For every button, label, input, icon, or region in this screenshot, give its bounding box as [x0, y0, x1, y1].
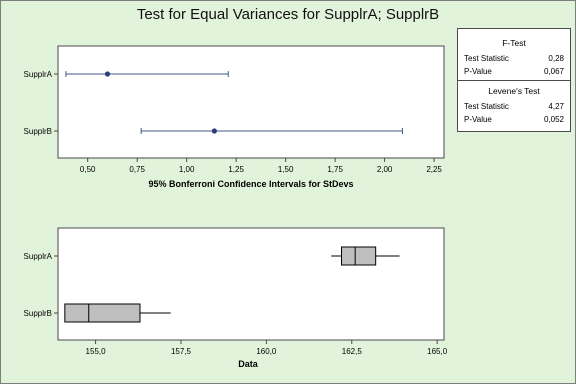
f-test-statistic-row: [464, 54, 564, 65]
box-iqr: [65, 304, 140, 322]
x-tick-label: 1,75: [327, 165, 343, 174]
ci-plot-area: [58, 46, 444, 158]
ci-point-estimate: [105, 71, 110, 76]
x-tick-label: 157,5: [170, 347, 191, 356]
levene-test-title: Levene's Test: [488, 86, 540, 96]
box-plot-area: [58, 228, 444, 340]
x-tick-label: 160,0: [256, 347, 277, 356]
lev-stat-value: 4,27: [548, 102, 564, 111]
x-tick-label: 2,00: [376, 165, 393, 174]
x-tick-label: 2,25: [426, 165, 442, 174]
f-p-label: P-Value: [464, 67, 492, 76]
ci-x-axis-label: 95% Bonferroni Confidence Intervals for StDevs: [148, 179, 354, 189]
y-tick-label: SupplrB: [23, 127, 52, 136]
f-test-title: F-Test: [502, 38, 526, 48]
f-stat-label: Test Statistic: [464, 54, 509, 63]
x-tick-label: 155,0: [85, 347, 106, 356]
ci-point-estimate: [212, 128, 217, 133]
levene-pvalue-row: [464, 115, 564, 126]
f-stat-value: 0,28: [548, 54, 564, 63]
x-tick-label: 1,50: [277, 165, 294, 174]
lev-stat-label: Test Statistic: [464, 102, 509, 111]
y-tick-label: SupplrB: [23, 309, 52, 318]
y-tick-label: SupplrA: [23, 252, 52, 261]
x-tick-label: 165,0: [427, 347, 448, 356]
y-tick-label: SupplrA: [23, 70, 52, 79]
test-statistics-box: [457, 28, 571, 132]
lev-p-label: P-Value: [464, 115, 492, 124]
chart-title: Test for Equal Variances for SupplrA; SupplrB: [136, 6, 440, 23]
box-iqr: [342, 247, 376, 265]
x-tick-label: 0,50: [79, 165, 96, 174]
lev-p-value: 0,052: [543, 115, 564, 124]
levene-statistic-row: [464, 102, 564, 113]
stats-divider: [458, 80, 570, 81]
box-x-axis-label: Data: [238, 359, 258, 369]
x-tick-label: 0,75: [129, 165, 145, 174]
f-p-value: 0,067: [543, 67, 564, 76]
f-test-pvalue-row: [464, 67, 564, 78]
x-tick-label: 1,00: [178, 165, 195, 174]
x-tick-label: 1,25: [228, 165, 244, 174]
x-tick-label: 162,5: [341, 347, 362, 356]
